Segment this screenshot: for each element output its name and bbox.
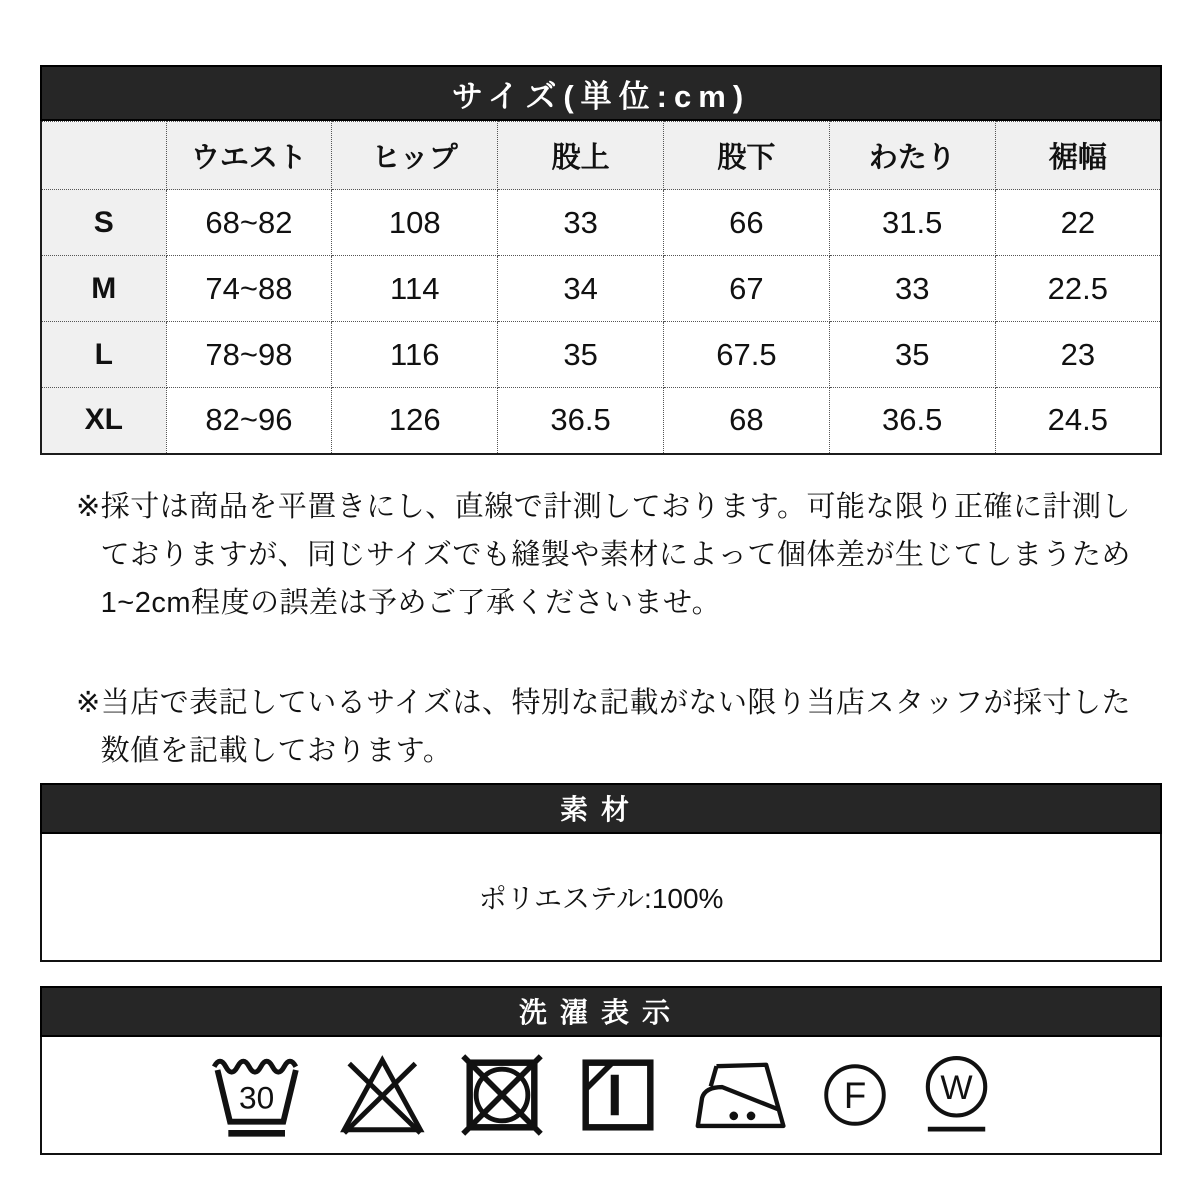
cell-value: 82~96 (166, 388, 332, 454)
cell-value: 68~82 (166, 190, 332, 256)
size-label: M (41, 256, 166, 322)
col-header-waist: ウエスト (166, 122, 332, 190)
col-header-inseam: 股下 (663, 122, 829, 190)
do-not-bleach-icon (336, 1052, 429, 1138)
col-header-rise: 股上 (498, 122, 664, 190)
material-section-title: 素材 (559, 794, 642, 825)
cell-value: 126 (332, 388, 498, 454)
cell-value: 68 (663, 388, 829, 454)
table-row-xl (41, 388, 1161, 454)
cell-value: 24.5 (995, 388, 1161, 454)
cell-value: 74~88 (166, 256, 332, 322)
size-label: L (41, 322, 166, 388)
laundry-section-header (40, 986, 1162, 1037)
size-section-title: サイズ(単位:cm) (451, 78, 751, 114)
table-row-m (41, 256, 1161, 322)
cell-value: 67.5 (663, 322, 829, 388)
note-staff-measured: ※当店で表記しているサイズは、特別な記載がない限り当店スタッフが採寸した数値を記載しております。 (76, 686, 1131, 767)
size-table (40, 121, 1162, 455)
size-label: S (41, 190, 166, 256)
material-content (40, 834, 1162, 962)
line-dry-in-shade-icon (576, 1053, 660, 1137)
col-header-hem: 裾幅 (995, 122, 1161, 190)
col-header-thigh: わたり (829, 122, 995, 190)
size-section (40, 65, 1162, 455)
svg-text:W: W (940, 1068, 973, 1107)
size-section-header (40, 65, 1162, 121)
cell-value: 35 (498, 322, 664, 388)
table-row-s (41, 190, 1161, 256)
cell-value: 114 (332, 256, 498, 322)
cell-value: 22 (995, 190, 1161, 256)
svg-text:F: F (843, 1074, 866, 1116)
cell-value: 67 (663, 256, 829, 322)
cell-value: 33 (498, 190, 664, 256)
wash-30-icon (210, 1050, 303, 1140)
cell-value: 33 (829, 256, 995, 322)
material-value: ポリエステル:100% (478, 882, 724, 914)
size-label: XL (41, 388, 166, 454)
dry-clean-f-icon (821, 1061, 889, 1129)
cell-value: 108 (332, 190, 498, 256)
cell-value: 34 (498, 256, 664, 322)
svg-text:30: 30 (239, 1078, 275, 1115)
cell-value: 66 (663, 190, 829, 256)
cell-value: 116 (332, 322, 498, 388)
do-not-tumble-dry-icon (460, 1053, 544, 1137)
laundry-section-title: 洗濯表示 (518, 997, 683, 1028)
cell-value: 22.5 (995, 256, 1161, 322)
cell-value: 78~98 (166, 322, 332, 388)
wet-clean-w-icon (921, 1054, 992, 1136)
material-section (40, 783, 1162, 962)
corner-cell (41, 122, 166, 190)
cell-value: 36.5 (829, 388, 995, 454)
note-measurement-tolerance: ※採寸は商品を平置きにし、直線で計測しております。可能な限り正確に計測しておりますが、同じサイズでも縫製や素材によって個体差が生じてしまうため1~2cm程度の誤差は予めご了承くださいませ。 (76, 490, 1131, 619)
size-table-header-row (41, 122, 1161, 190)
cell-value: 36.5 (498, 388, 664, 454)
measurement-notes (76, 483, 1142, 775)
cell-value: 35 (829, 322, 995, 388)
iron-two-dots-icon (692, 1059, 788, 1131)
cell-value: 31.5 (829, 190, 995, 256)
material-section-header (40, 783, 1162, 834)
table-row-l (41, 322, 1161, 388)
cell-value: 23 (995, 322, 1161, 388)
col-header-hip: ヒップ (332, 122, 498, 190)
laundry-symbols-row (40, 1037, 1162, 1155)
laundry-section (40, 986, 1162, 1155)
